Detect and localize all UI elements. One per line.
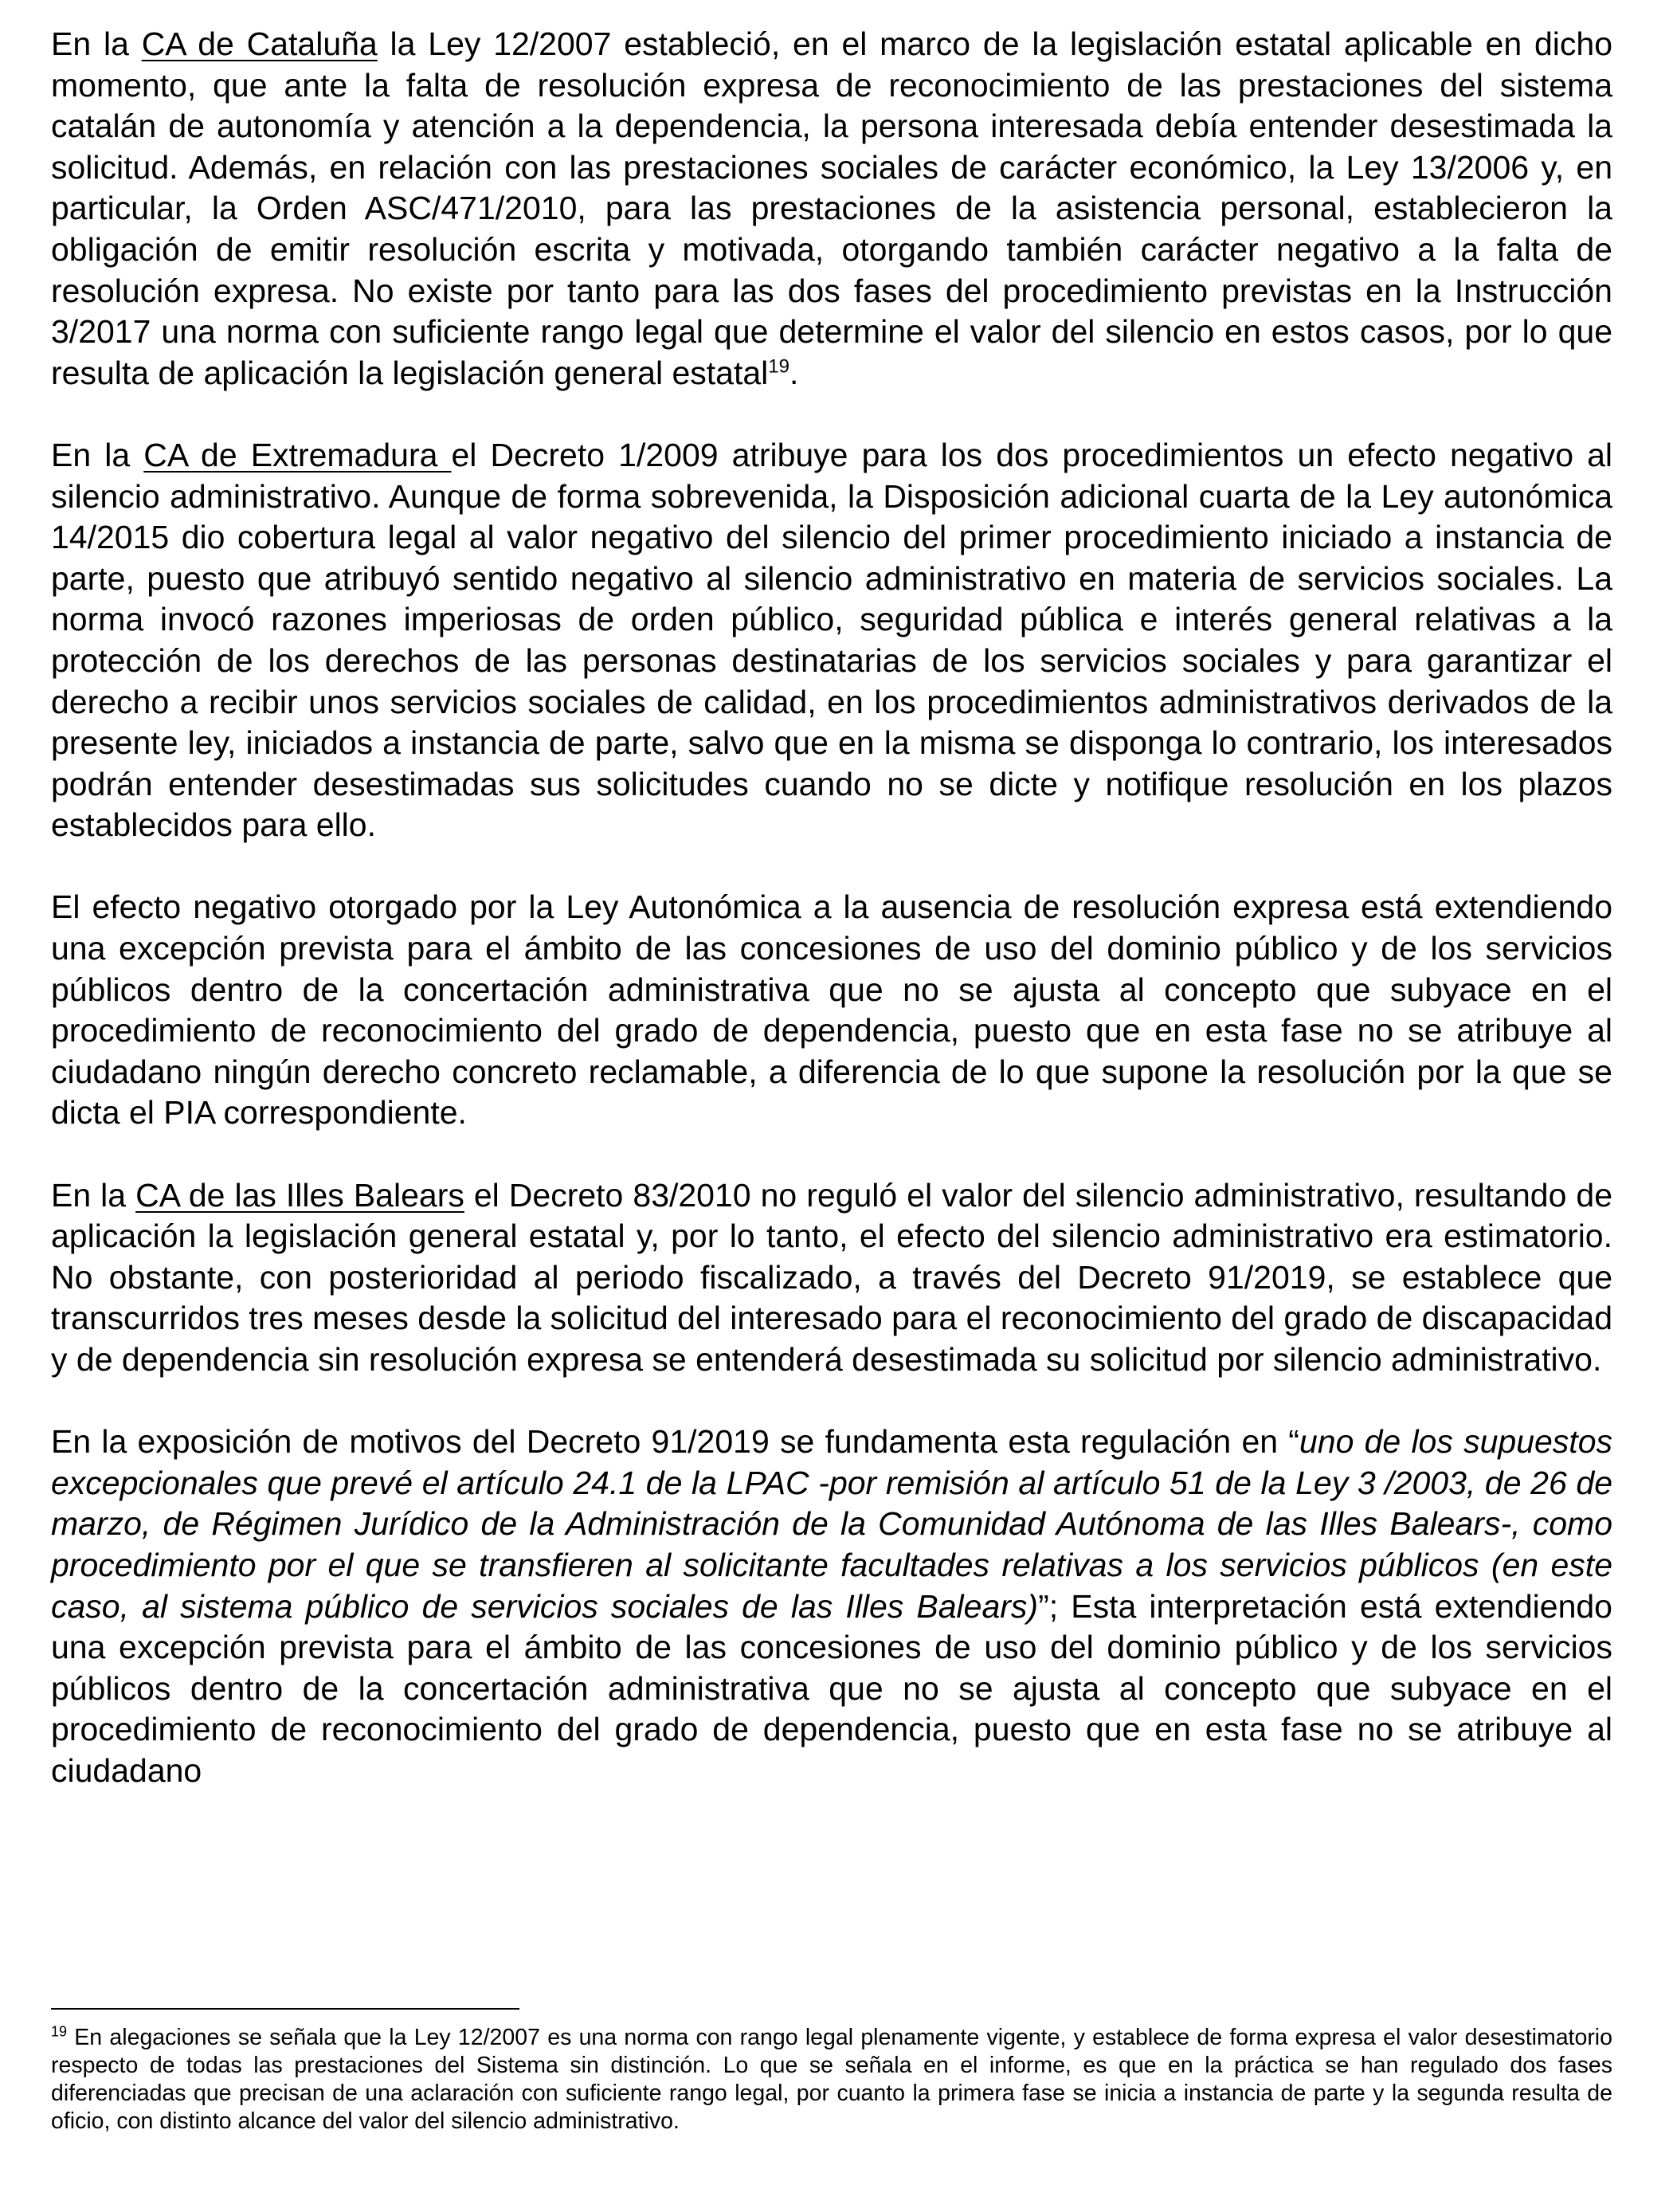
quoted-italic-text: uno de los supuestos excepcionales que prevé el artículo 24.1 de la LPAC -por remisión al artículo 51 de la Ley 3 /2003, de 26 de marzo, de Régimen Jurídico de la Administración de la Comunidad Autónoma de las Illes Balears-, como procedimiento por el que se transfieren al solicitante facultades relativas a los servicios públicos (en este caso, al sistema público de servicios sociales de las Illes Balears) (51, 1423, 1612, 1625)
paragraph-text: En la (51, 25, 142, 62)
region-link-extremadura[interactable]: CA de Extremadura (143, 436, 452, 473)
document-body (51, 24, 1612, 1833)
paragraph-text: El efecto negativo otorgado por la Ley Autonómica a la ausencia de resolución expresa está extendiendo una excepción prevista para el ámbito de las concesiones de uso del dominio público y de los servicios públicos dentro de la concertación administrativa que no se ajusta al concepto que subyace en el procedimiento de reconocimiento del grado de dependencia, puesto que en esta fase no se atribuye al ciudadano ningún derecho concreto reclamable, a diferencia de lo que supone la resolución por la que se dicta el PIA correspondiente. (51, 888, 1612, 1131)
paragraph-decreto-91-2019 (51, 1422, 1612, 1791)
paragraph-extremadura (51, 435, 1612, 846)
paragraph-illes-balears (51, 1175, 1612, 1381)
paragraph-text: En la exposición de motivos del Decreto 91/2019 se fundamenta esta regulación en “ (51, 1423, 1299, 1461)
paragraph-text: En la (51, 1176, 136, 1214)
paragraph-cataluna (51, 24, 1612, 394)
footnote-number: 19 (51, 2023, 68, 2040)
paragraph-text: En la (51, 436, 144, 473)
paragraph-text: la Ley 12/2007 estableció, en el marco de la legislación estatal aplicable en dicho momento, que ante la falta de resolución expresa de reconocimiento de las prestaciones del sistema catalán de autonomía y atención a la dependencia, la persona interesada debía entender desestimada la solicitud. Además, en relación con las prestaciones sociales de carácter económico, la Ley 13/2006 y, en particular, la Orden ASC/471/2010, para las prestaciones de la asistencia personal, establecieron la obligación de emitir resolución escrita y motivada, otorgando también carácter negativo a la falta de resolución expresa. No existe por tanto para las dos fases del procedimiento previstas en la Instrucción 3/2017 una norma con suficiente rango legal que determine el valor del silencio en estos casos, por lo que resulta de aplicación la legislación general estatal (51, 25, 1612, 391)
footnote-separator (51, 2008, 519, 2010)
paragraph-efecto-negativo (51, 887, 1612, 1134)
region-link-illes-balears[interactable]: CA de las Illes Balears (135, 1176, 464, 1214)
footnote-text: En alegaciones se señala que la Ley 12/2007 es una norma con rango legal plenamente vigente, y establece de forma expresa el valor desestimatorio respecto de todas las prestaciones del Sistema sin distinción. Lo que se señala en el informe, es que en la práctica se han regulado dos fases diferenciadas que precisan de una aclaración con suficiente rango legal, por cuanto la primera fase se inicia a instancia de parte y la segunda resulta de oficio, con distinto alcance del valor del silencio administrativo. (51, 2025, 1612, 2134)
region-link-cataluna[interactable]: CA de Cataluña (141, 25, 378, 62)
paragraph-text: el Decreto 83/2010 no reguló el valor del silencio administrativo, resultando de aplicación la legislación general estatal y, por lo tanto, el efecto del silencio administrativo era estimatorio. No obstante, con posterioridad al periodo fiscalizado, a través del Decreto 91/2019, se establece que transcurridos tres meses desde la solicitud del interesado para el reconocimiento del grado de discapacidad y de dependencia sin resolución expresa se entenderá desestimada su solicitud por silencio administrativo. (51, 1176, 1612, 1378)
paragraph-text: ”; Esta interpretación está extendiendo una excepción prevista para el ámbito de las concesiones de uso del dominio público y de los servicios públicos dentro de la concertación administrativa que no se ajusta al concepto que subyace en el procedimiento de reconocimiento del grado de dependencia, puesto que en esta fase no se atribuye al ciudadano (51, 1587, 1612, 1789)
paragraph-text: . (789, 354, 799, 391)
footnote-reference[interactable]: 19 (768, 355, 789, 378)
footnote (51, 2024, 1612, 2136)
paragraph-text: el Decreto 1/2009 atribuye para los dos procedimientos un efecto negativo al silencio administrativo. Aunque de forma sobrevenida, la Disposición adicional cuarta de la Ley autonómica 14/2015 dio cobertura legal al valor negativo del silencio del primer procedimiento iniciado a instancia de parte, puesto que atribuyó sentido negativo al silencio administrativo en materia de servicios sociales. La norma invocó razones imperiosas de orden público, seguridad pública e interés general relativas a la protección de los derechos de las personas destinatarias de los servicios sociales y para garantizar el derecho a recibir unos servicios sociales de calidad, en los procedimientos administrativos derivados de la presente ley, iniciados a instancia de parte, salvo que en la misma se disponga lo contrario, los interesados podrán entender desestimadas sus solicitudes cuando no se dicte y notifique resolución en los plazos establecidos para ello. (51, 436, 1612, 844)
